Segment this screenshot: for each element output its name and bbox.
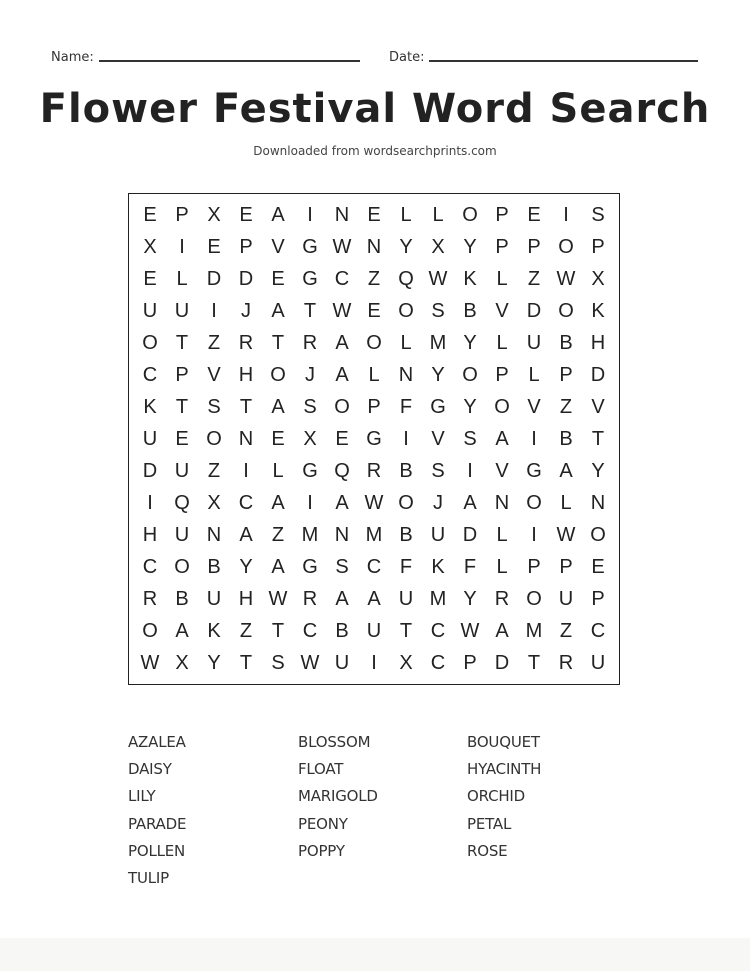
word-list-item: LILY xyxy=(128,787,156,806)
grid-letter: Z xyxy=(271,523,285,546)
grid-letter: I xyxy=(243,459,249,482)
grid-letter: T xyxy=(239,395,253,418)
grid-letter: O xyxy=(398,299,414,322)
grid-letter: R xyxy=(302,331,318,354)
grid-letter: A xyxy=(495,619,509,642)
grid-letter: A xyxy=(175,619,189,642)
grid-letter: F xyxy=(399,555,413,578)
grid-letter: K xyxy=(207,619,221,642)
grid-letter: I xyxy=(467,459,473,482)
grid-letter: A xyxy=(271,203,285,226)
grid-letter: P xyxy=(527,555,541,578)
word-list-item: ROSE xyxy=(467,841,508,860)
grid-letter: M xyxy=(301,523,319,546)
grid-letter: O xyxy=(558,299,574,322)
grid-letter: G xyxy=(302,235,318,258)
grid-letter: W xyxy=(556,267,576,290)
grid-letter: S xyxy=(431,299,445,322)
grid-letter: U xyxy=(526,331,542,354)
grid-letter: Z xyxy=(527,267,541,290)
letter-grid xyxy=(134,199,614,679)
grid-letter: W xyxy=(332,235,352,258)
grid-letter: Y xyxy=(591,459,605,482)
grid-letter: X xyxy=(591,267,605,290)
grid-letter: P xyxy=(239,235,253,258)
grid-letter: T xyxy=(239,651,253,674)
grid-letter: K xyxy=(143,395,157,418)
grid-letter: Y xyxy=(399,235,413,258)
grid-letter: C xyxy=(430,619,446,642)
grid-letter: L xyxy=(400,331,412,354)
grid-letter: S xyxy=(463,427,477,450)
grid-letter: A xyxy=(335,331,349,354)
grid-letter: P xyxy=(527,235,541,258)
grid-letter: R xyxy=(238,331,254,354)
grid-letter: E xyxy=(367,299,381,322)
grid-letter: O xyxy=(590,523,606,546)
grid-letter: U xyxy=(398,587,414,610)
grid-letter: T xyxy=(271,619,285,642)
grid-letter: X xyxy=(175,651,189,674)
grid-letter: C xyxy=(366,555,382,578)
grid-letter: W xyxy=(556,523,576,546)
grid-letter: T xyxy=(175,331,189,354)
grid-letter: U xyxy=(366,619,382,642)
grid-letter: I xyxy=(307,203,313,226)
grid-letter: T xyxy=(271,331,285,354)
date-label: Date: xyxy=(389,50,425,65)
grid-letter: P xyxy=(495,203,509,226)
grid-letter: V xyxy=(591,395,605,418)
word-list-item: POPPY xyxy=(298,841,345,860)
grid-letter: P xyxy=(175,363,189,386)
footer-band xyxy=(0,938,750,971)
grid-letter: V xyxy=(207,363,221,386)
grid-letter: P xyxy=(175,203,189,226)
grid-letter: I xyxy=(563,203,569,226)
word-list-item: HYACINTH xyxy=(467,760,542,779)
grid-letter: X xyxy=(207,203,221,226)
grid-letter: O xyxy=(398,491,414,514)
grid-letter: J xyxy=(305,363,315,386)
grid-letter: C xyxy=(334,267,350,290)
grid-letter: Q xyxy=(174,491,190,514)
grid-letter: J xyxy=(241,299,251,322)
grid-letter: D xyxy=(462,523,478,546)
grid-letter: A xyxy=(271,491,285,514)
grid-letter: A xyxy=(335,491,349,514)
grid-letter: V xyxy=(495,299,509,322)
grid-letter: U xyxy=(334,651,350,674)
grid-letter: V xyxy=(527,395,541,418)
grid-letter: I xyxy=(179,235,185,258)
grid-letter: G xyxy=(366,427,382,450)
date-line[interactable] xyxy=(429,60,698,62)
grid-letter: E xyxy=(207,235,221,258)
grid-letter: U xyxy=(558,587,574,610)
grid-letter: S xyxy=(335,555,349,578)
grid-letter: Y xyxy=(463,395,477,418)
grid-letter: B xyxy=(335,619,349,642)
grid-letter: B xyxy=(559,331,573,354)
grid-letter: P xyxy=(591,235,605,258)
grid-letter: A xyxy=(495,427,509,450)
grid-letter: Y xyxy=(239,555,253,578)
name-field[interactable] xyxy=(51,48,361,68)
grid-letter: C xyxy=(302,619,318,642)
grid-letter: D xyxy=(206,267,222,290)
grid-letter: O xyxy=(174,555,190,578)
grid-letter: L xyxy=(368,363,380,386)
grid-letter: K xyxy=(463,267,477,290)
grid-letter: Z xyxy=(207,331,221,354)
grid-letter: V xyxy=(495,459,509,482)
grid-letter: G xyxy=(302,459,318,482)
grid-letter: U xyxy=(206,587,222,610)
grid-letter: S xyxy=(207,395,221,418)
grid-letter: S xyxy=(271,651,285,674)
grid-letter: E xyxy=(239,203,253,226)
grid-letter: O xyxy=(366,331,382,354)
word-list-item: BOUQUET xyxy=(467,733,540,751)
grid-letter: G xyxy=(302,555,318,578)
grid-letter: P xyxy=(463,651,477,674)
grid-letter: S xyxy=(591,203,605,226)
grid-letter: Z xyxy=(239,619,253,642)
grid-letter: Z xyxy=(207,459,221,482)
grid-letter: L xyxy=(496,267,508,290)
grid-letter: L xyxy=(176,267,188,290)
grid-letter: B xyxy=(175,587,189,610)
grid-letter: S xyxy=(431,459,445,482)
grid-letter: V xyxy=(271,235,285,258)
grid-letter: B xyxy=(399,523,413,546)
grid-letter: L xyxy=(496,331,508,354)
grid-letter: I xyxy=(371,651,377,674)
grid-letter: E xyxy=(271,427,285,450)
grid-letter: O xyxy=(462,203,478,226)
word-list-item: PEONY xyxy=(298,814,348,833)
word-list-item: MARIGOLD xyxy=(298,787,378,806)
grid-letter: L xyxy=(496,555,508,578)
word-list-item: AZALEA xyxy=(128,733,186,751)
grid-letter: P xyxy=(367,395,381,418)
grid-letter: X xyxy=(143,235,157,258)
grid-letter: I xyxy=(211,299,217,322)
grid-letter: W xyxy=(268,587,288,610)
grid-letter: A xyxy=(271,395,285,418)
grid-letter: C xyxy=(590,619,606,642)
grid-letter: O xyxy=(462,363,478,386)
grid-letter: T xyxy=(399,619,413,642)
grid-letter: S xyxy=(303,395,317,418)
grid-letter: N xyxy=(206,523,222,546)
grid-letter: W xyxy=(428,267,448,290)
grid-letter: H xyxy=(238,363,254,386)
grid-letter: P xyxy=(559,555,573,578)
word-search-grid xyxy=(128,193,620,685)
grid-letter: E xyxy=(143,203,157,226)
grid-letter: U xyxy=(142,427,158,450)
word-list-item: FLOAT xyxy=(298,760,344,779)
grid-letter: D xyxy=(238,267,254,290)
word-list-item: PETAL xyxy=(467,814,512,833)
grid-letter: R xyxy=(142,587,158,610)
grid-letter: X xyxy=(431,235,445,258)
word-list-item: ORCHID xyxy=(467,787,526,806)
grid-letter: P xyxy=(495,235,509,258)
grid-letter: I xyxy=(403,427,409,450)
grid-letter: N xyxy=(334,523,350,546)
grid-letter: P xyxy=(591,587,605,610)
word-list-item: TULIP xyxy=(128,869,169,887)
grid-letter: H xyxy=(238,587,254,610)
grid-letter: Z xyxy=(559,395,573,418)
grid-letter: B xyxy=(207,555,221,578)
grid-letter: N xyxy=(398,363,414,386)
grid-letter: A xyxy=(271,555,285,578)
grid-letter: T xyxy=(527,651,541,674)
grid-letter: L xyxy=(496,523,508,546)
grid-letter: T xyxy=(303,299,317,322)
grid-letter: E xyxy=(175,427,189,450)
grid-letter: O xyxy=(142,619,158,642)
grid-letter: F xyxy=(399,395,413,418)
grid-letter: P xyxy=(559,363,573,386)
word-list-item: BLOSSOM xyxy=(298,733,371,751)
grid-letter: A xyxy=(271,299,285,322)
grid-letter: Q xyxy=(398,267,414,290)
grid-letter: L xyxy=(400,203,412,226)
grid-letter: D xyxy=(494,651,510,674)
grid-letter: R xyxy=(494,587,510,610)
grid-letter: G xyxy=(430,395,446,418)
grid-letter: G xyxy=(526,459,542,482)
grid-letter: J xyxy=(433,491,443,514)
grid-letter: C xyxy=(142,363,158,386)
grid-letter: N xyxy=(494,491,510,514)
grid-letter: M xyxy=(429,331,447,354)
grid-letter: I xyxy=(531,427,537,450)
grid-letter: A xyxy=(463,491,477,514)
grid-letter: N xyxy=(590,491,606,514)
grid-letter: Y xyxy=(431,363,445,386)
grid-letter: T xyxy=(175,395,189,418)
grid-letter: A xyxy=(239,523,253,546)
grid-letter: P xyxy=(495,363,509,386)
grid-letter: K xyxy=(591,299,605,322)
grid-letter: E xyxy=(527,203,541,226)
grid-letter: H xyxy=(142,523,158,546)
grid-letter: U xyxy=(174,459,190,482)
grid-letter: E xyxy=(335,427,349,450)
grid-letter: L xyxy=(432,203,444,226)
grid-letter: E xyxy=(591,555,605,578)
grid-letter: D xyxy=(142,459,158,482)
grid-letter: O xyxy=(142,331,158,354)
source-subtitle: Downloaded from wordsearchprints.com xyxy=(253,144,497,158)
word-list-item: DAISY xyxy=(128,760,172,779)
grid-letter: R xyxy=(366,459,382,482)
grid-letter: O xyxy=(494,395,510,418)
grid-letter: A xyxy=(335,587,349,610)
grid-letter: U xyxy=(174,299,190,322)
date-field[interactable] xyxy=(389,48,699,68)
grid-letter: Y xyxy=(463,587,477,610)
grid-letter: Y xyxy=(207,651,221,674)
grid-letter: W xyxy=(140,651,160,674)
grid-letter: Z xyxy=(367,267,381,290)
grid-letter: I xyxy=(531,523,537,546)
name-line[interactable] xyxy=(99,60,360,62)
grid-letter: Q xyxy=(334,459,350,482)
grid-letter: R xyxy=(558,651,574,674)
grid-letter: Z xyxy=(559,619,573,642)
grid-letter: M xyxy=(429,587,447,610)
grid-letter: O xyxy=(526,491,542,514)
grid-letter: O xyxy=(334,395,350,418)
grid-letter: C xyxy=(238,491,254,514)
grid-letter: O xyxy=(270,363,286,386)
grid-letter: U xyxy=(430,523,446,546)
grid-letter: C xyxy=(430,651,446,674)
grid-letter: H xyxy=(590,331,606,354)
grid-letter: M xyxy=(365,523,383,546)
grid-letter: F xyxy=(463,555,477,578)
grid-letter: W xyxy=(364,491,384,514)
grid-letter: A xyxy=(559,459,573,482)
grid-letter: E xyxy=(367,203,381,226)
grid-letter: I xyxy=(147,491,153,514)
grid-letter: B xyxy=(559,427,573,450)
grid-letter: L xyxy=(272,459,284,482)
grid-letter: I xyxy=(307,491,313,514)
grid-letter: N xyxy=(334,203,350,226)
grid-letter: K xyxy=(431,555,445,578)
grid-letter: W xyxy=(300,651,320,674)
grid-letter: W xyxy=(332,299,352,322)
grid-letter: O xyxy=(526,587,542,610)
grid-letter: U xyxy=(590,651,606,674)
grid-letter: A xyxy=(335,363,349,386)
page-title: Flower Festival Word Search xyxy=(39,86,711,132)
grid-letter: O xyxy=(206,427,222,450)
grid-letter: U xyxy=(174,523,190,546)
grid-letter: N xyxy=(366,235,382,258)
grid-letter: V xyxy=(431,427,445,450)
grid-letter: X xyxy=(207,491,221,514)
grid-letter: D xyxy=(590,363,606,386)
grid-letter: E xyxy=(143,267,157,290)
grid-letter: T xyxy=(591,427,605,450)
grid-letter: D xyxy=(526,299,542,322)
grid-letter: O xyxy=(558,235,574,258)
grid-letter: Y xyxy=(463,235,477,258)
word-list-item: POLLEN xyxy=(128,841,186,860)
grid-letter: M xyxy=(525,619,543,642)
grid-letter: R xyxy=(302,587,318,610)
grid-letter: N xyxy=(238,427,254,450)
grid-letter: B xyxy=(463,299,477,322)
grid-letter: L xyxy=(528,363,540,386)
grid-letter: X xyxy=(399,651,413,674)
name-label: Name: xyxy=(51,50,94,65)
grid-letter: L xyxy=(560,491,572,514)
grid-letter: A xyxy=(367,587,381,610)
grid-letter: B xyxy=(399,459,413,482)
grid-letter: Y xyxy=(463,331,477,354)
grid-letter: E xyxy=(271,267,285,290)
word-list-item: PARADE xyxy=(128,814,187,833)
grid-letter: C xyxy=(142,555,158,578)
grid-letter: X xyxy=(303,427,317,450)
grid-letter: U xyxy=(142,299,158,322)
grid-letter: W xyxy=(460,619,480,642)
grid-letter: G xyxy=(302,267,318,290)
